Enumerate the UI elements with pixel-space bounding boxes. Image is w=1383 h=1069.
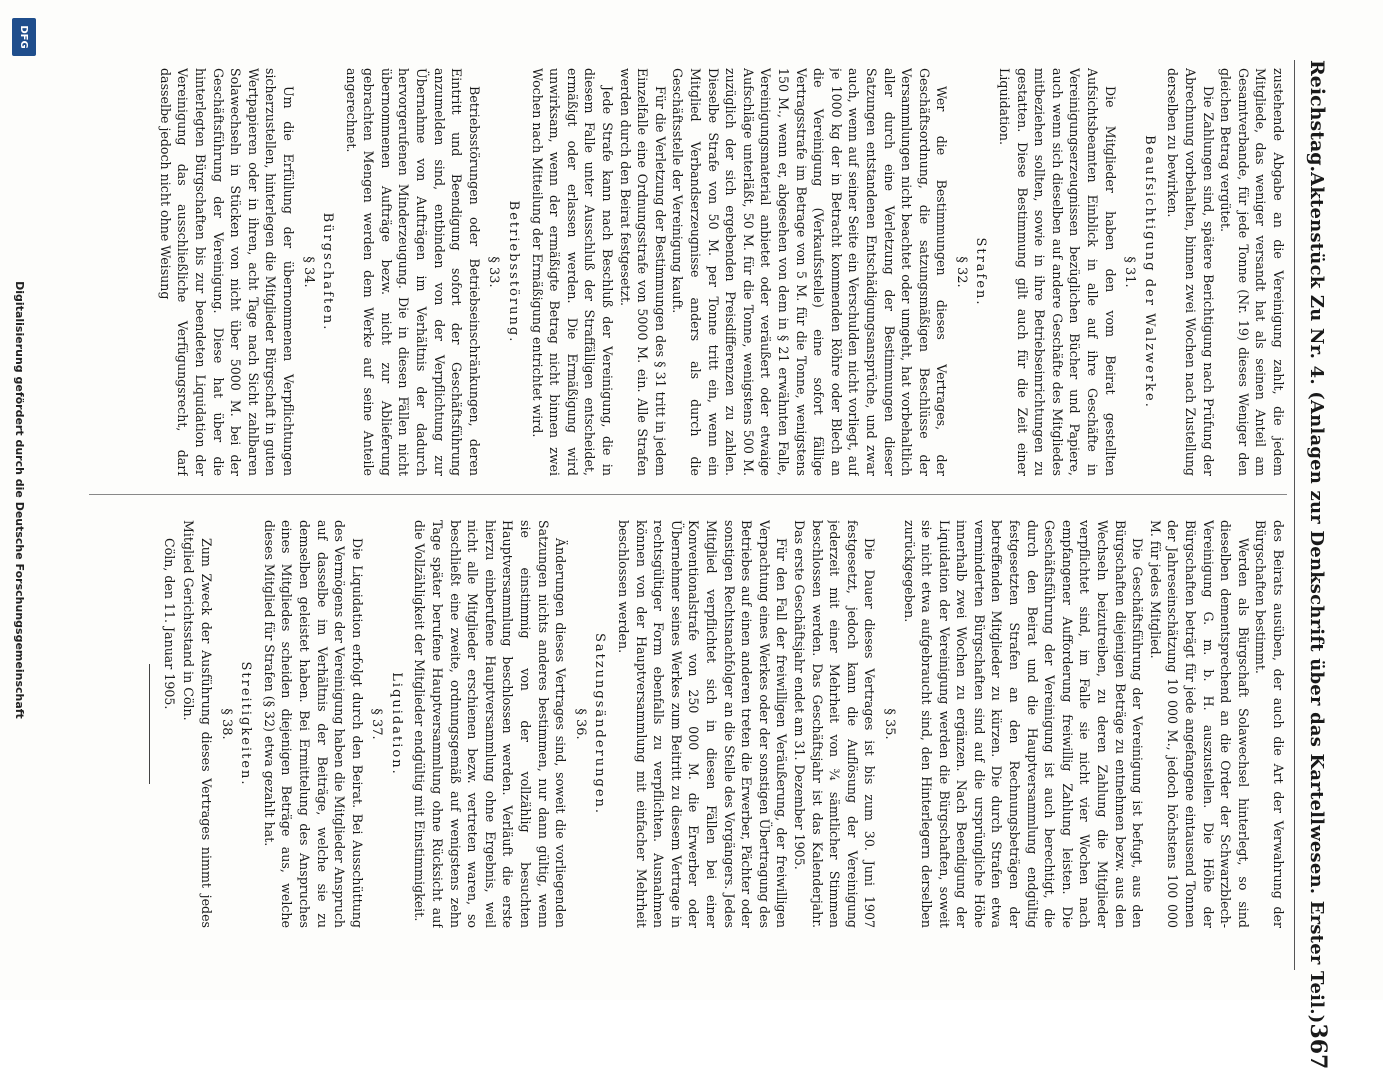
left-column [89,68,1287,476]
page-header [1294,60,1331,1069]
paragraph: Für die Verletzung der Bestimmungen des § 31 tritt in jedem Einzelfalle eine Ordnungsstrafe von 5000 M. ein. Alle Strafen werden durch den Beirat festgesetzt. [617,68,668,476]
paragraph-number: § 36. [572,708,588,740]
paragraph-number: § 31. [1122,256,1138,288]
section-heading: Liquidation. [388,672,404,776]
paragraph-number: § 38. [218,708,234,740]
header-left-label: Reichstag. [1306,60,1328,173]
section-heading: Beaufsichtigung der Walzwerke. [1141,135,1157,409]
paragraph-number: § 37. [369,708,385,740]
paragraph-number: § 34. [300,256,316,288]
paragraph-number: § 33. [486,256,502,288]
date-line: Cöln, den 11. Januar 1905. [161,538,177,710]
paragraph: Werden als Bürgschaft Solawechsel hinterlegt, so sind dieselben dementsprechend an die Order der Schwarzblech-Vereinigung G. m. b. H. auszustellen. Die Höhe der Bürgschaften beträgt für jede angefangene eintausend Tonnen der Jahreseinschätzung 10 000 M., jedoch höchstens 100 000 M. für jedes Mitglied. [1147,520,1251,928]
paragraph: Die Dauer dieses Vertrages ist bis zum 30. Juni 1907 festgesetzt, jedoch kann die Auflösung der Vereinigung jederzeit mit einer Mehrheit von ¾ sämtlicher Stimmen beschlossen werden. Das Geschäftsjahr ist das Kalenderjahr. Das erste Geschäftsjahr endet am 31. Dezember 1905. [791,520,878,928]
paragraph: Für den Fall der freiwilligen Veräußerung, der freiwilligen Verpachtung eines Werkes oder der sonstigen Übertragung des Betriebes auf einen anderen treten die Erwerber, Pächter oder sonstigen Rechtsnachfolger an die Stelle des Vorgängers. Jedes Mitglied verpflichtet sich in diesen Fällen bei einer Konventionalstrafe von 250 000 M. die Erwerber oder Übernehmer seines Werkes zum Beitritt zu diesem Vertrage in rechtsgültiger Form ebenfalls zu verpflichten. Ausnahmen können von der Hauptversammlung mit einfacher Mehrheit beschlossen werden. [616,520,790,928]
paragraph: des Beirats ausüben, der auch die Art der Verwahrung der Bürgschaften bestimmt. [1253,520,1286,928]
paragraph-number: § 32. [953,256,969,288]
header-title: Aktenstück Zu Nr. 4. (Anlagen zur Denkschrift über das Kartellwesen. Erster Teil.) [1306,172,1327,1024]
signature-rule [149,664,150,784]
paragraph: zustehende Abgabe an die Vereinigung zahlt, die jedem Mitgliede, das weniger versandt hat als seinen Anteil am Gesamtverbande, für jede Tonne (Nr. 19) dieses Weniger den gleichen Betrag vergütet. [1218,68,1286,476]
right-column [89,520,1287,928]
paragraph: Die Geschäftsführung der Vereinigung ist befugt, aus den Bürgschaften diejenigen Beträge zu entnehmen bezw. aus den Wechseln beizutreiben, zu deren Zahlung die Mitglieder verpflichtet sind, im Falle sie nicht vier Wochen nach empfangener Aufforderung freiwillig Zahlung leisten. Die Geschäftsführung der Vereinigung ist auch berechtigt, die durch den Beirat und die Hauptversammlung endgültig festgesetzten Strafen an den Rechnungsbeträgen der betreffenden Mitglieder zu kürzen. Die durch Strafen etwa verminderten Bürgschaften sind auf die ursprüngliche Höhe innerhalb zwei Wochen zu ergänzen. Nach Beendigung der Liquidation der Vereinigung werden die Bürgschaften, soweit sie nicht etwa aufgebraucht sind, den Hinterlegern derselben zurückgegeben. [901,520,1146,928]
column-divider [89,494,1287,495]
paragraph: Um die Erfüllung der übernommenen Verpflichtungen sicherzustellen, hinterlegen die Mitglieder Bürgschaft in guten Wertpapieren oder in ihren, acht Tage nach Sicht zahlbaren Solawechseln in Stücken von nicht über 5000 M. bei der Geschäftsführung der Vereinigung. Diese hat über die hinterlegten Bürgschaften bis zur beendeten Liquidation der Vereinigung das ausschließliche Verfügungsrecht, darf dasselbe jedoch nicht ohne Weisung [157,68,296,476]
page-number: 367 [1305,1023,1331,1069]
section-heading: Streitigkeiten. [238,661,254,787]
paragraph: Änderungen dieses Vertrages sind, soweit die vorliegenden Satzungen nichts anderes bestimmen, nur dann gültig, wenn sie einstimmig von der vollzählig besuchten Hauptversammlung beschlossen werden. Verläuft die erste hierzu einberufene Hauptversammlung ohne Ergebnis, weil nicht alle Mitglieder erschienen bezw. vertreten waren, so beschließt eine zweite, ordnungsgemäß auf wenigstens zehn Tage später berufene Hauptversammlung ohne Rücksicht auf die Vollzähligkeit der Mitglieder endgültig mit Einstimmigkeit. [412,520,569,928]
dfg-logo: DFG [12,18,36,56]
paragraph: Die Liquidation erfolgt durch den Beirat. Bei Ausschüttung des Vermögens der Vereinigung haben die Mitglieder Anspruch auf dasselbe im Verhältnis der Beiträge, welche sie zu demselben geleistet haben. Bei Ermittelung des Anspruches eines Mitgliedes scheiden diejenigen Beträge aus, welche dieses Mitglied für Strafen (§ 32) etwa gezahlt hat. [261,520,365,928]
section-heading: Bürgschaften. [320,212,336,332]
paragraph: Jede Strafe kann nach Beschluß der Vereinigung, die in diesem Falle unter Ausschluß der Straffälligen entscheidet, ermäßigt oder erlassen werden. Die Ermäßigung wird unwirksam, wenn der ermäßigte Betrag nicht binnen zwei Wochen nach Mitteilung der Ermäßigung entrichtet wird. [529,68,616,476]
paragraph: Die Mitglieder haben den vom Beirat gestellten Aufsichtsbeamten Einblick in alle auf ihre Geschäfte in Vereinigungserzeugnissen bezüglichen Bücher und Papiere, auch wenn sich dieselben auf andere Geschäfte des Mitgliedes mitbeziehen sollten, sowie in ihre Betriebseinrichtungen zu gestatten. Diese Bestimmung gilt auch für die Zeit einer Liquidation. [997,68,1118,476]
paragraph: Wer die Bestimmungen dieses Vertrages, der Geschäftsordnung, die satzungsmäßigen Beschlüsse der Versammlungen nicht beachtet oder umgeht, hat vorbehaltlich aller durch eine Verletzung der Bestimmungen dieser Satzungen entstandenen Entschädigungsansprüche, und zwar auch, wenn auf seiner Seite ein Verschulden nicht vorliegt, auf je 1000 kg der in Betracht kommenden Röhre oder Blech an die Vereinigung (Verkaufsstelle) eine sofort fällige Vertragsstrafe im Betrage von 5 M. für die Tonne, wenigstens 150 M., wenn er, abgesehen von dem in § 21 erwähnten Falle, Vereinigungsmaterial anbietet oder veräußert oder etwaige Aufschläge unterläßt, 50 M. für die Tonne, wenigstens 500 M. zuzüglich der sich ergebenden Preisdifferenzen zu zahlen. Dieselbe Strafe von 50 M. per Tonne tritt ein, wenn ein Mitglied Verbandserzeugnisse anders als durch die Geschäftsstelle der Vereinigung kauft. [670,68,950,476]
section-heading: Betriebsstörung. [506,200,522,344]
section-heading: Strafen. [973,237,989,307]
paragraph-number: § 35. [881,708,897,740]
section-heading: Satzungsänderungen. [592,632,608,816]
paragraph: Die Zahlungen sind, spätere Berichtigung nach Prüfung der Abrechnung vorbehalten, binnen zwei Wochen nach Zustellung derselben zu bewirken. [1165,68,1216,476]
digitization-note: Digitalisierung gefördert durch die Deutsche Forschungsgemeinschaft [13,281,27,719]
paragraph: Zum Zweck der Ausführung dieses Vertrages nimmt jedes Mitglied Gerichtsstand in Cöln. [181,520,214,928]
paragraph: Betriebsstörungen oder Betriebseinschränkungen, deren Eintritt und Beendigung sofort der Geschäftsführung anzumelden sind, entbinden von der Verpflichtung zur Übernahme von Aufträgen im Verhältnis der dadurch hervorgerufenen Minderzeugung. Die in diesen Fällen nicht übernommenen Aufträge bezw. nicht zur Ablieferung gebrachten Mengen werden dem Werke auf seine Anteile angerechnet. [343,68,482,476]
